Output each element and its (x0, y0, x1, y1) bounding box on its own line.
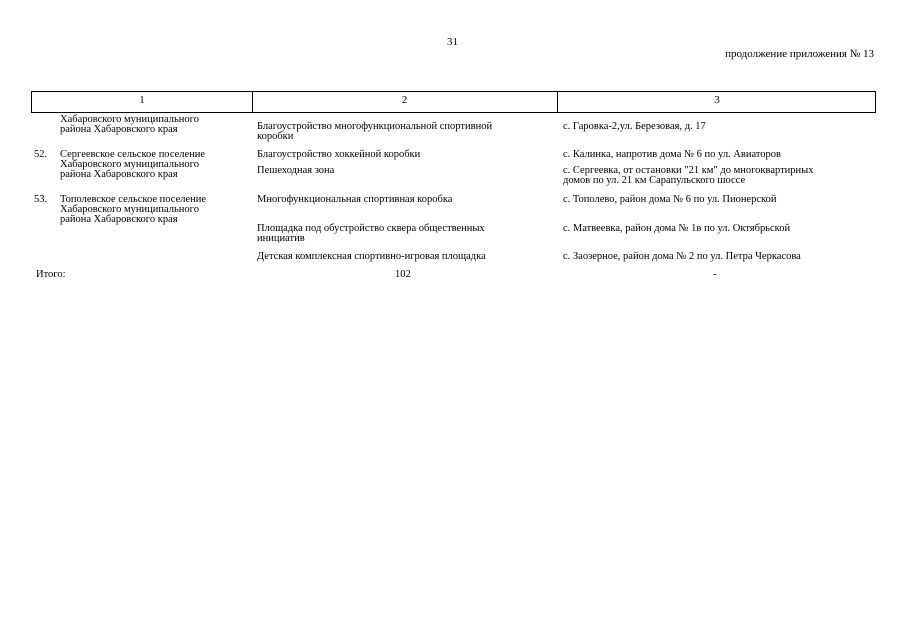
object-address: с. Гаровка-2,ул. Березовая, д. 17 (563, 121, 706, 132)
row-number: 53. (34, 194, 48, 205)
settlement-name: Тополевское сельское поселение Хабаровского муниципального района Хабаровского края (60, 194, 207, 225)
continuation-note: продолжение приложения № 13 (725, 48, 874, 60)
header-col-2: 2 (401, 94, 408, 106)
object-address: с. Сергеевка, от остановки "21 км" до многоквартирных домов по ул. 21 км Сарапульского шоссе (563, 165, 814, 186)
table-header (31, 91, 876, 113)
header-col-1: 1 (139, 94, 145, 106)
settlement-name: Хабаровского муниципального района Хабаровского края (60, 114, 199, 135)
object-address: с. Заозерное, район дома № 2 по ул. Петра Черкасова (563, 251, 801, 262)
total-count: 102 (395, 269, 411, 280)
object-address: с. Матвеевка, район дома № 1в по ул. Октябрьской (563, 223, 791, 234)
total-label: Итого: (36, 269, 66, 280)
object-name: Благоустройство хоккейной коробки (257, 149, 421, 160)
total-dash: - (713, 269, 717, 280)
page-number: 31 (447, 36, 458, 48)
header-col-3: 3 (714, 94, 720, 106)
object-name: Пешеходная зона (257, 165, 335, 176)
object-name: Детская комплексная спортивно-игровая площадка (257, 251, 486, 262)
object-address: с. Калинка, напротив дома № 6 по ул. Авиаторов (563, 149, 782, 160)
settlement-name: Сергеевское сельское поселение Хабаровского муниципального района Хабаровского края (60, 149, 206, 180)
object-name: Многофункциональная спортивная коробка (257, 194, 453, 205)
row-number: 52. (34, 149, 48, 160)
object-name: Благоустройство многофункциональной спортивной коробки (257, 121, 493, 142)
object-address: с. Тополево, район дома № 6 по ул. Пионерской (563, 194, 777, 205)
object-name: Площадка под обустройство сквера общественных инициатив (257, 223, 485, 244)
